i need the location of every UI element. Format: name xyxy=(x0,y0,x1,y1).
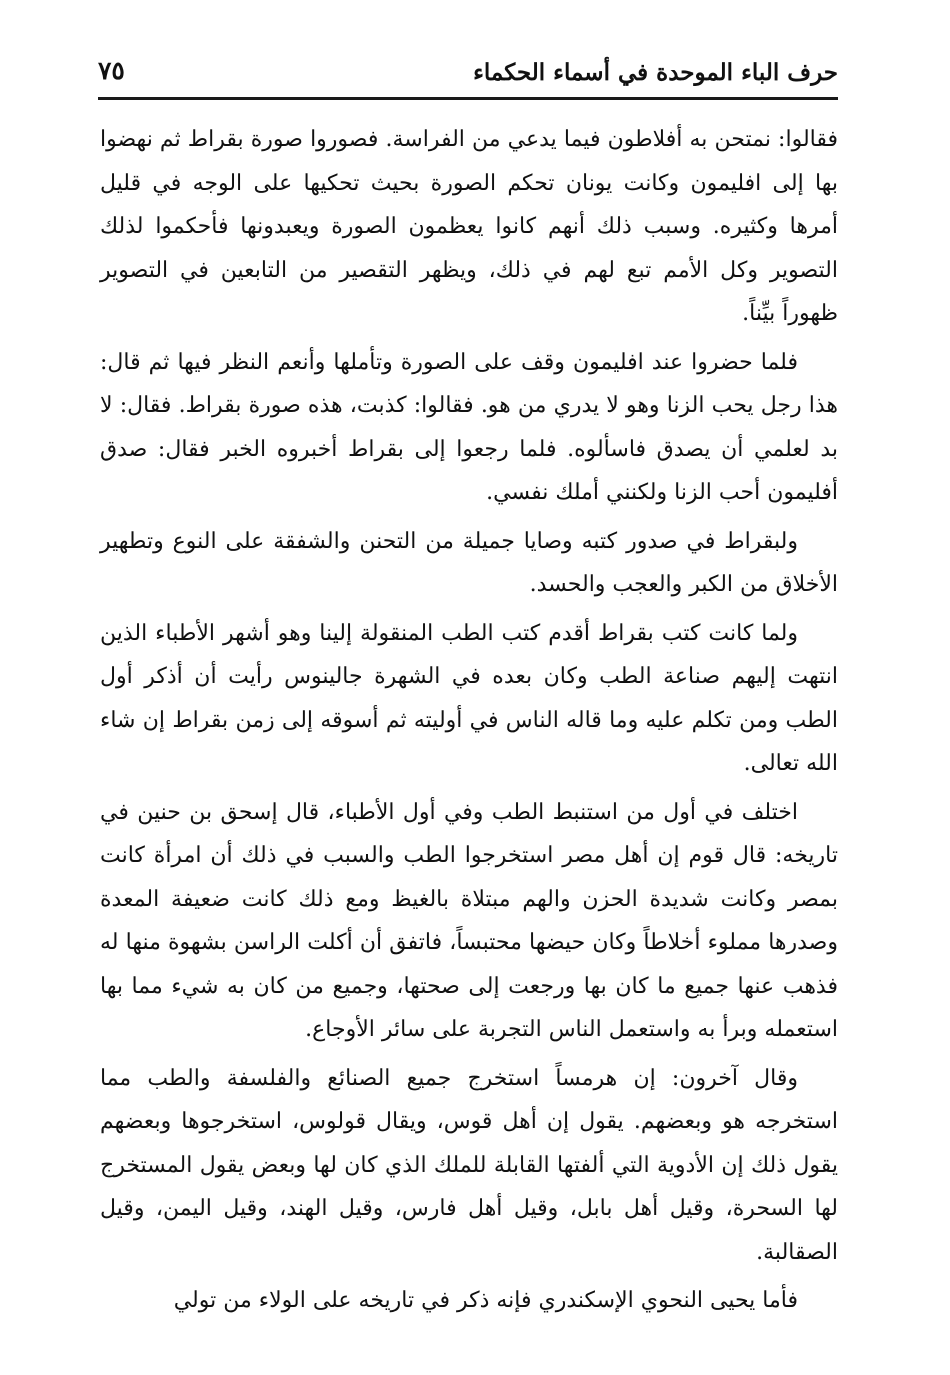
body-text xyxy=(100,118,838,1328)
paragraph: ولبقراط في صدور كتبه وصايا جميلة من التحنن والشفقة على النوع وتطهير الأخلاق من الكبر والعجب والحسد. xyxy=(100,528,838,597)
paragraph: فلما حضروا عند افليمون وقف على الصورة وتأملها وأنعم النظر فيها ثم قال: هذا رجل يحب الزنا وهو لا يدري من هو. فقالوا: كذبت، هذه صورة بقراط. فقال: لا بد لعلمي أن يصدق فاسألوه. فلما رجعوا إلى بقراط أخبروه الخبر فقال: صدق أفليمون أحب الزنا ولكنني أملك نفسي. xyxy=(100,349,838,505)
paragraph: فقالوا: نمتحن به أفلاطون فيما يدعي من الفراسة. فصوروا صورة بقراط ثم نهضوا بها إلى افليمون وكانت يونان تحكم الصورة بحيث تحكيها على الوجه في قليل أمرها وكثيره. وسبب ذلك أنهم كانوا يعظمون الصورة ويعبدونها فأحكموا لذلك التصوير وكل الأمم تبع لهم في ذلك، ويظهر التقصير من التابعين في التصوير ظهوراً بيِّناً. xyxy=(100,127,838,326)
paragraph: ولما كانت كتب بقراط أقدم كتب الطب المنقولة إلينا وهو أشهر الأطباء الذين انتهت إليهم صناعة الطب وكان بعده في الشهرة جالينوس رأيت أن أذكر أول الطب ومن تكلم عليه وما قاله الناس في أوليته ثم أسوقه إلى زمن بقراط إن شاء الله تعالى. xyxy=(100,620,838,776)
paragraph: اختلف في أول من استنبط الطب وفي أول الأطباء، قال إسحق بن حنين في تاريخه: قال قوم إن أهل مصر استخرجوا الطب والسبب في ذلك أن امرأة كانت بمصر وكانت شديدة الحزن والهم مبتلاة بالغيظ ومع ذلك كانت ضعيفة المعدة وصدرها مملوء أخلاطاً وكان حيضها محتبساً، فاتفق أن أكلت الراسن بشهوة منها له فذهب عنها جميع ما كان بها ورجعت إلى صحتها، وجميع من كان به شيء مما بها استعمله وبرأ به واستعمل الناس التجربة على سائر الأوجاع. xyxy=(100,799,838,1042)
paragraph: فأما يحيى النحوي الإسكندري فإنه ذكر في تاريخه على الولاء من تولي xyxy=(173,1288,798,1313)
paragraph: وقال آخرون: إن هرمساً استخرج جميع الصنائع والفلسفة والطب مما استخرجه هو وبعضهم. يقول إن أهل قوس، ويقال قولوس، استخرجوها وبعضهم يقول ذلك إن الأدوية التي ألفتها القابلة للملك الذي كان لها وبعض يقول المستخرج لها السحرة، وقيل أهل بابل، وقيل أهل فارس، وقيل الهند، وقيل اليمن، وقيل الصقالبة. xyxy=(100,1065,838,1265)
header-divider xyxy=(98,97,838,100)
page-number: ٧٥ xyxy=(98,56,125,85)
running-title: حرف الباء الموحدة في أسماء الحكماء xyxy=(473,59,838,86)
page-header xyxy=(98,54,838,94)
